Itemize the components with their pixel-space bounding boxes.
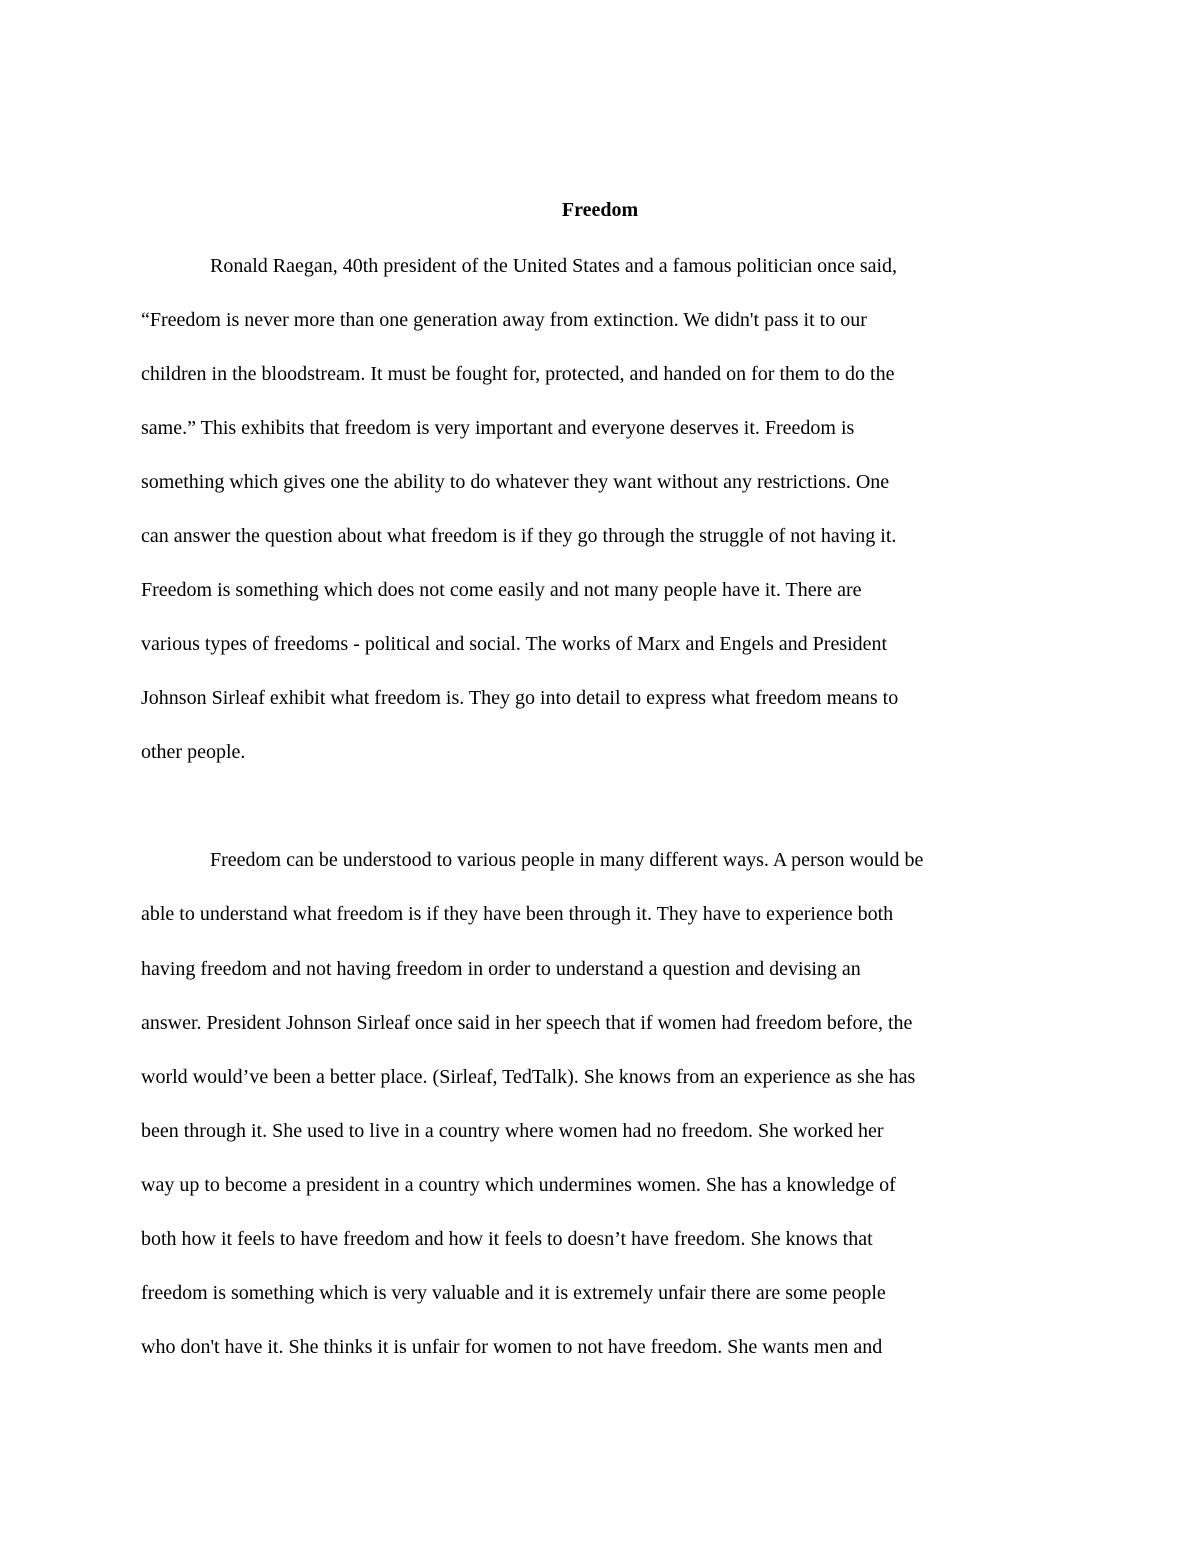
paragraph-line: various types of freedoms - political and social. The works of Marx and Engels and President	[141, 633, 888, 655]
paragraph-line: way up to become a president in a country which undermines women. She has a knowledge of	[141, 1174, 896, 1196]
paragraph-line: children in the bloodstream. It must be fought for, protected, and handed on for them to do the	[141, 363, 895, 385]
paragraph-line: Freedom is something which does not come easily and not many people have it. There are	[141, 579, 862, 601]
paragraph-line: something which gives one the ability to do whatever they want without any restrictions. One	[141, 471, 890, 493]
document-title: Freedom	[561, 199, 639, 221]
paragraph-line: having freedom and not having freedom in order to understand a question and devising an	[141, 958, 861, 980]
paragraph-line: Johnson Sirleaf exhibit what freedom is. They go into detail to express what freedom means to	[141, 687, 899, 709]
paragraph-line: able to understand what freedom is if they have been through it. They have to experience both	[141, 903, 894, 925]
paragraph-line: other people.	[141, 741, 246, 763]
paragraph-line: world would’ve been a better place. (Sirleaf, TedTalk). She knows from an experience as she has	[141, 1066, 916, 1088]
paragraph-line: freedom is something which is very valuable and it is extremely unfair there are some people	[141, 1282, 886, 1304]
paragraph-line: been through it. She used to live in a country where women had no freedom. She worked her	[141, 1120, 884, 1142]
paragraph-line: both how it feels to have freedom and how it feels to doesn’t have freedom. She knows that	[141, 1228, 873, 1250]
paragraph-line: Freedom can be understood to various people in many different ways. A person would be	[210, 849, 924, 871]
paragraph-line: Ronald Raegan, 40th president of the United States and a famous politician once said,	[210, 255, 898, 277]
paragraph-line: “Freedom is never more than one generation away from extinction. We didn't pass it to our	[141, 309, 867, 331]
paragraph-line: can answer the question about what freedom is if they go through the struggle of not having it.	[141, 525, 897, 547]
paragraph-line: answer. President Johnson Sirleaf once said in her speech that if women had freedom before, the	[141, 1012, 913, 1034]
paragraph-line: same.” This exhibits that freedom is very important and everyone deserves it. Freedom is	[141, 417, 855, 439]
paragraph-line: who don't have it. She thinks it is unfair for women to not have freedom. She wants men and	[141, 1336, 883, 1358]
